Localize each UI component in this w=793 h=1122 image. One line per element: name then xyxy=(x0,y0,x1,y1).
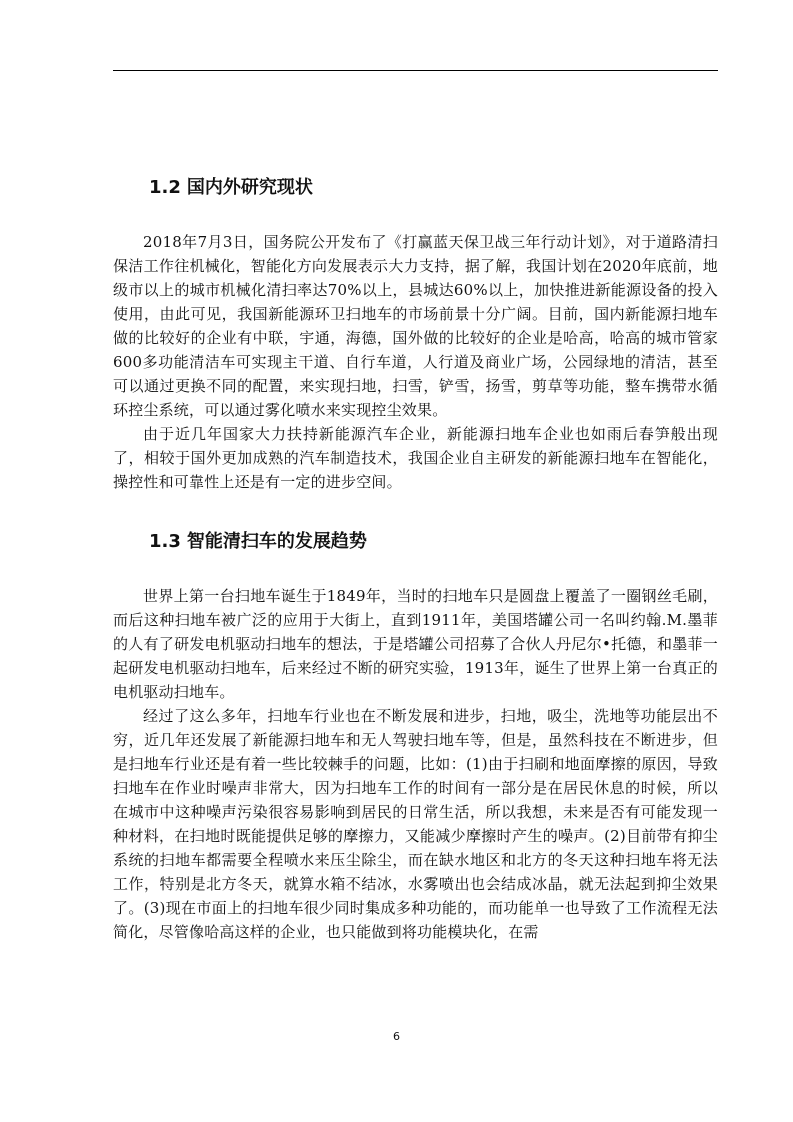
section-number: 1.2 xyxy=(149,177,181,198)
section-title: 国内外研究现状 xyxy=(186,177,313,198)
section-heading-1-3 xyxy=(113,522,718,562)
paragraph: 2018年7月3日，国务院公开发布了《打赢蓝天保卫战三年行动计划》，对于道路清扫保洁工作往机械化，智能化方向发展表示大力支持，据了解，我国计划在2020年底前，地级市以上的城市机械化清扫率达70%以上，县城达60%以上，加快推进新能源设备的投入使用，由此可见，我国新能源环卫扫地车的市场前景十分广阔。目前，国内新能源扫地车做的比较好的企业有中联，宇通，海德，国外做的比较好的企业是哈高，哈高的城市管家600多功能清洁车可实现主干道、自行车道，人行道及商业广场，公园绿地的清洁，甚至可以通过更换不同的配置，来实现扫地，扫雪，铲雪，扬雪，剪草等功能，整车携带水循环控尘系统，可以通过雾化喷水来实现控尘效果。 xyxy=(113,233,718,419)
paragraph: 由于近几年国家大力扶持新能源汽车企业，新能源扫地车企业也如雨后春笋般出现了，相较于国外更加成熟的汽车制造技术，我国企业自主研发的新能源扫地车在智能化，操控性和可靠性上还是有一定的进步空间。 xyxy=(113,425,718,491)
paragraph: 世界上第一台扫地车诞生于1849年，当时的扫地车只是圆盘上覆盖了一圈钢丝毛刷，而后这种扫地车被广泛的应用于大街上，直到1911年，美国塔罐公司一名叫约翰.M.墨菲的人有了研发电机驱动扫地车的想法，于是塔罐公司招募了合伙人丹尼尔•托德，和墨菲一起研发电机驱动扫地车，后来经过不断的研究实验，1913年，诞生了世界上第一台真正的电机驱动扫地车。 xyxy=(113,587,718,701)
page-number: 6 xyxy=(393,1030,400,1043)
document-body xyxy=(113,168,718,944)
section-title: 智能清扫车的发展趋势 xyxy=(186,531,367,552)
header-rule xyxy=(113,70,718,71)
section-number: 1.3 xyxy=(149,531,181,552)
paragraph: 经过了这么多年，扫地车行业也在不断发展和进步，扫地，吸尘，洗地等功能层出不穷，近几年还发展了新能源扫地车和无人驾驶扫地车等，但是，虽然科技在不断进步，但是扫地车行业还是有着一些比较棘手的问题，比如：(1)由于扫刷和地面摩擦的原因，导致扫地车在作业时噪声非常大，因为扫地车工作的时间有一部分是在居民休息的时候，所以在城市中这种噪声污染很容易影响到居民的日常生活，所以我想，未来是否有可能发现一种材料，在扫地时既能提供足够的摩擦力，又能减少摩擦时产生的噪声。(2)目前带有抑尘系统的扫地车都需要全程喷水来压尘除尘，而在缺水地区和北方的冬天这种扫地车将无法工作，特别是北方冬天，就算水箱不结冰，水雾喷出也会结成冰晶，就无法起到抑尘效果了。(3)现在市面上的扫地车很少同时集成多种功能的，而功能单一也导致了工作流程无法简化，尽管像哈高这样的企业，也只能做到将功能模块化，在需 xyxy=(113,707,718,941)
section-heading-1-2 xyxy=(113,168,718,208)
